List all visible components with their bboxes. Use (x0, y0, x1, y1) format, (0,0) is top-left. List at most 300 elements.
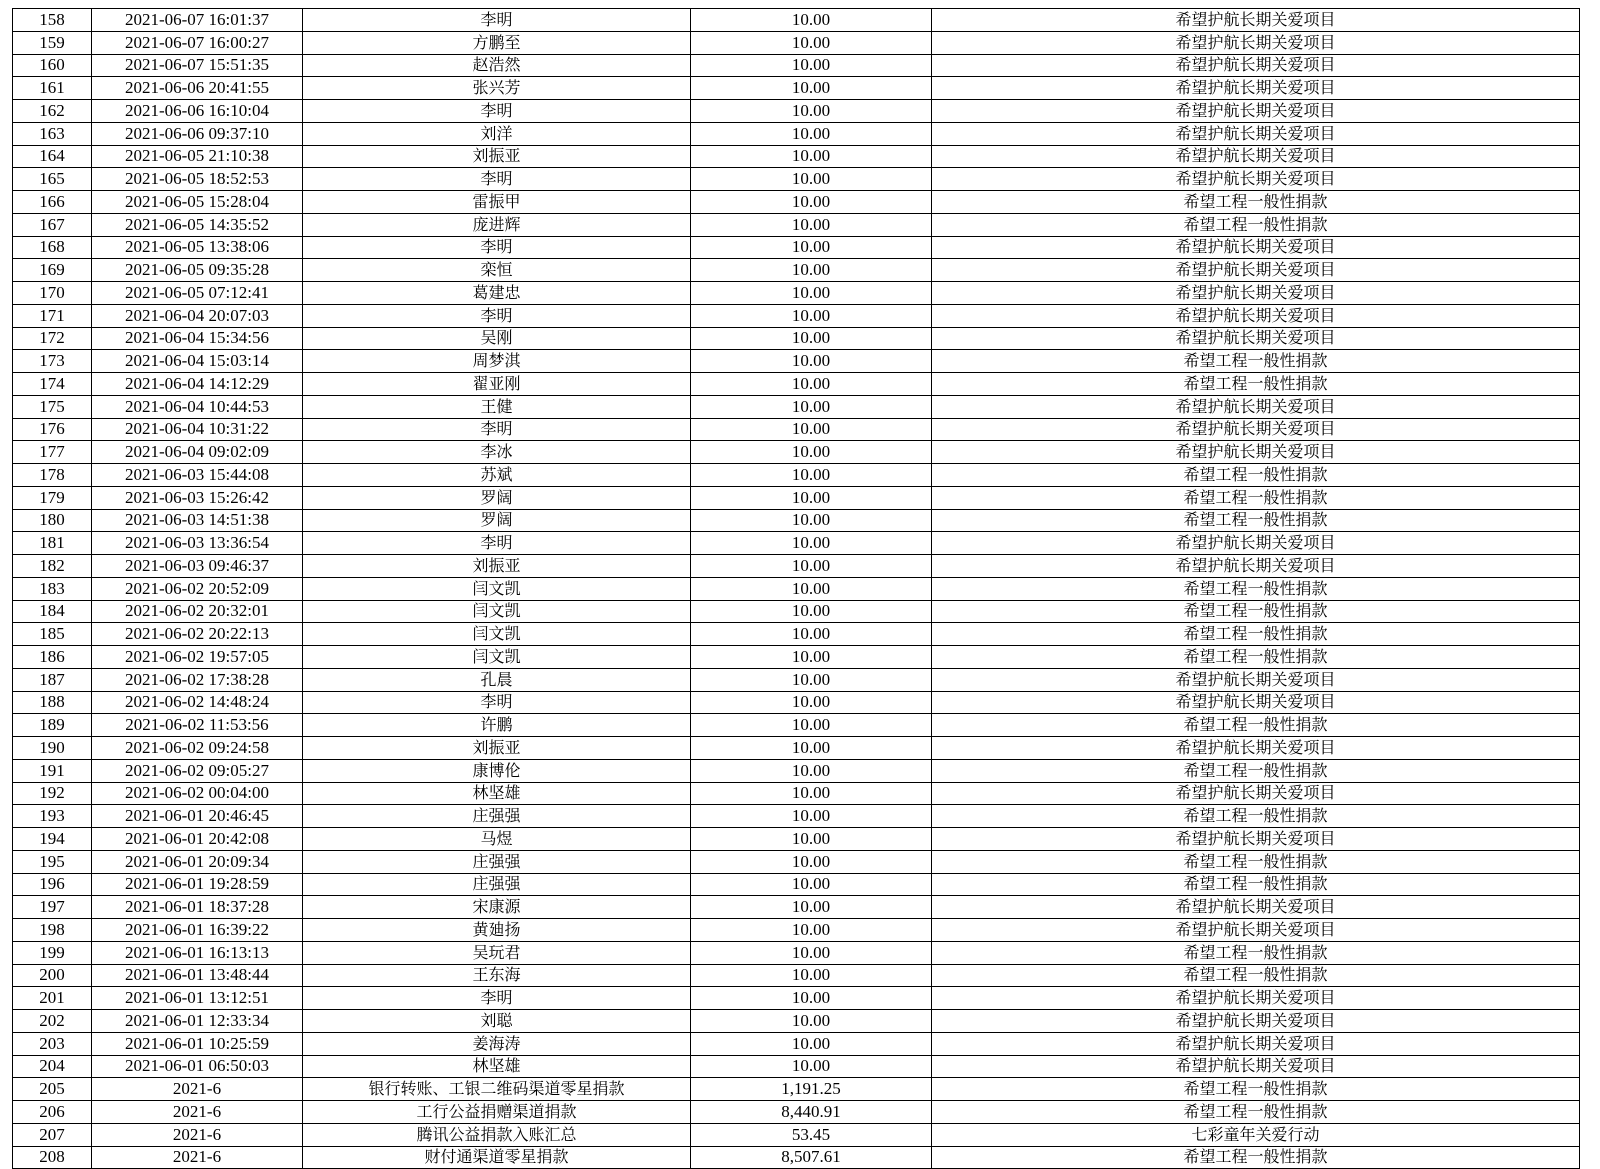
donor-name-cell: 王健 (303, 395, 691, 418)
donor-name-cell: 赵浩然 (303, 54, 691, 77)
row-number-cell: 167 (13, 213, 92, 236)
project-cell: 希望护航长期关爱项目 (932, 896, 1580, 919)
amount-cell: 10.00 (691, 805, 932, 828)
donation-time-cell: 2021-06-06 16:10:04 (92, 100, 303, 123)
row-number-cell: 191 (13, 759, 92, 782)
project-cell: 希望护航长期关爱项目 (932, 441, 1580, 464)
table-row (13, 100, 1580, 123)
donation-table-body (13, 9, 1580, 1169)
donor-name-cell: 周梦淇 (303, 350, 691, 373)
donor-name-cell: 王东海 (303, 964, 691, 987)
row-number-cell: 173 (13, 350, 92, 373)
amount-cell: 10.00 (691, 782, 932, 805)
amount-cell: 10.00 (691, 418, 932, 441)
project-cell: 希望护航长期关爱项目 (932, 782, 1580, 805)
amount-cell: 10.00 (691, 1010, 932, 1033)
donation-time-cell: 2021-06-05 09:35:28 (92, 259, 303, 282)
donor-name-cell: 吴刚 (303, 327, 691, 350)
row-number-cell: 187 (13, 668, 92, 691)
row-number-cell: 172 (13, 327, 92, 350)
project-cell: 希望工程一般性捐款 (932, 373, 1580, 396)
row-number-cell: 183 (13, 577, 92, 600)
donation-time-cell: 2021-06-02 17:38:28 (92, 668, 303, 691)
row-number-cell: 169 (13, 259, 92, 282)
table-row (13, 555, 1580, 578)
donor-name-cell: 李明 (303, 236, 691, 259)
donation-time-cell: 2021-06-01 13:48:44 (92, 964, 303, 987)
project-cell: 希望护航长期关爱项目 (932, 668, 1580, 691)
donor-name-cell: 李冰 (303, 441, 691, 464)
amount-cell: 10.00 (691, 350, 932, 373)
amount-cell: 10.00 (691, 691, 932, 714)
table-row (13, 919, 1580, 942)
table-row (13, 873, 1580, 896)
row-number-cell: 197 (13, 896, 92, 919)
project-cell: 希望工程一般性捐款 (932, 486, 1580, 509)
donation-time-cell: 2021-06-06 20:41:55 (92, 77, 303, 100)
row-number-cell: 170 (13, 282, 92, 305)
table-row (13, 168, 1580, 191)
donation-time-cell: 2021-06-01 16:13:13 (92, 941, 303, 964)
donor-name-cell: 闫文凯 (303, 623, 691, 646)
donor-name-cell: 闫文凯 (303, 646, 691, 669)
row-number-cell: 158 (13, 9, 92, 32)
donor-name-cell: 工行公益捐赠渠道捐款 (303, 1101, 691, 1124)
donation-time-cell: 2021-06-02 19:57:05 (92, 646, 303, 669)
table-row (13, 600, 1580, 623)
amount-cell: 10.00 (691, 282, 932, 305)
donor-name-cell: 张兴芳 (303, 77, 691, 100)
donation-time-cell: 2021-06-05 13:38:06 (92, 236, 303, 259)
row-number-cell: 207 (13, 1123, 92, 1146)
project-cell: 希望工程一般性捐款 (932, 873, 1580, 896)
project-cell: 希望护航长期关爱项目 (932, 145, 1580, 168)
table-row (13, 623, 1580, 646)
amount-cell: 10.00 (691, 464, 932, 487)
table-row (13, 77, 1580, 100)
amount-cell: 10.00 (691, 1032, 932, 1055)
donor-name-cell: 苏斌 (303, 464, 691, 487)
row-number-cell: 194 (13, 828, 92, 851)
table-row (13, 441, 1580, 464)
row-number-cell: 168 (13, 236, 92, 259)
amount-cell: 10.00 (691, 1055, 932, 1078)
project-cell: 希望工程一般性捐款 (932, 509, 1580, 532)
donor-name-cell: 李明 (303, 9, 691, 32)
donation-time-cell: 2021-06-01 12:33:34 (92, 1010, 303, 1033)
donor-name-cell: 刘振亚 (303, 737, 691, 760)
project-cell: 希望护航长期关爱项目 (932, 828, 1580, 851)
project-cell: 七彩童年关爱行动 (932, 1123, 1580, 1146)
table-row (13, 145, 1580, 168)
table-row (13, 373, 1580, 396)
donation-table (12, 8, 1580, 1169)
table-row (13, 1146, 1580, 1169)
donation-time-cell: 2021-06-01 20:42:08 (92, 828, 303, 851)
table-row (13, 1055, 1580, 1078)
donation-time-cell: 2021-06-01 18:37:28 (92, 896, 303, 919)
project-cell: 希望工程一般性捐款 (932, 191, 1580, 214)
project-cell: 希望护航长期关爱项目 (932, 691, 1580, 714)
donor-name-cell: 李明 (303, 691, 691, 714)
amount-cell: 10.00 (691, 873, 932, 896)
project-cell: 希望工程一般性捐款 (932, 623, 1580, 646)
table-row (13, 1032, 1580, 1055)
donation-time-cell: 2021-06-05 14:35:52 (92, 213, 303, 236)
project-cell: 希望工程一般性捐款 (932, 850, 1580, 873)
project-cell: 希望工程一般性捐款 (932, 464, 1580, 487)
donation-time-cell: 2021-06-05 15:28:04 (92, 191, 303, 214)
donation-time-cell: 2021-06-04 15:34:56 (92, 327, 303, 350)
row-number-cell: 161 (13, 77, 92, 100)
donor-name-cell: 翟亚刚 (303, 373, 691, 396)
table-row (13, 850, 1580, 873)
donation-time-cell: 2021-06-07 16:01:37 (92, 9, 303, 32)
table-row (13, 1123, 1580, 1146)
donor-name-cell: 罗阔 (303, 486, 691, 509)
row-number-cell: 175 (13, 395, 92, 418)
project-cell: 希望工程一般性捐款 (932, 213, 1580, 236)
row-number-cell: 160 (13, 54, 92, 77)
amount-cell: 10.00 (691, 9, 932, 32)
table-row (13, 714, 1580, 737)
table-row (13, 1010, 1580, 1033)
donor-name-cell: 黄廸扬 (303, 919, 691, 942)
row-number-cell: 190 (13, 737, 92, 760)
donor-name-cell: 宋康源 (303, 896, 691, 919)
project-cell: 希望工程一般性捐款 (932, 577, 1580, 600)
row-number-cell: 182 (13, 555, 92, 578)
row-number-cell: 163 (13, 122, 92, 145)
donation-time-cell: 2021-06-03 09:46:37 (92, 555, 303, 578)
donation-time-cell: 2021-6 (92, 1123, 303, 1146)
amount-cell: 10.00 (691, 54, 932, 77)
table-row (13, 259, 1580, 282)
amount-cell: 10.00 (691, 600, 932, 623)
donor-name-cell: 李明 (303, 168, 691, 191)
project-cell: 希望工程一般性捐款 (932, 759, 1580, 782)
row-number-cell: 181 (13, 532, 92, 555)
amount-cell: 10.00 (691, 373, 932, 396)
donation-time-cell: 2021-06-07 16:00:27 (92, 31, 303, 54)
project-cell: 希望护航长期关爱项目 (932, 395, 1580, 418)
row-number-cell: 185 (13, 623, 92, 646)
donation-time-cell: 2021-06-02 20:52:09 (92, 577, 303, 600)
donor-name-cell: 雷振甲 (303, 191, 691, 214)
project-cell: 希望工程一般性捐款 (932, 350, 1580, 373)
project-cell: 希望护航长期关爱项目 (932, 77, 1580, 100)
row-number-cell: 186 (13, 646, 92, 669)
donor-name-cell: 吴玩君 (303, 941, 691, 964)
amount-cell: 10.00 (691, 441, 932, 464)
table-row (13, 327, 1580, 350)
row-number-cell: 174 (13, 373, 92, 396)
amount-cell: 10.00 (691, 168, 932, 191)
donation-time-cell: 2021-06-01 19:28:59 (92, 873, 303, 896)
row-number-cell: 189 (13, 714, 92, 737)
table-row (13, 418, 1580, 441)
project-cell: 希望工程一般性捐款 (932, 600, 1580, 623)
donation-time-cell: 2021-6 (92, 1101, 303, 1124)
amount-cell: 10.00 (691, 509, 932, 532)
project-cell: 希望护航长期关爱项目 (932, 987, 1580, 1010)
table-row (13, 9, 1580, 32)
project-cell: 希望工程一般性捐款 (932, 1101, 1580, 1124)
project-cell: 希望护航长期关爱项目 (932, 54, 1580, 77)
row-number-cell: 205 (13, 1078, 92, 1101)
table-row (13, 31, 1580, 54)
project-cell: 希望护航长期关爱项目 (932, 737, 1580, 760)
amount-cell: 10.00 (691, 737, 932, 760)
donation-time-cell: 2021-06-01 13:12:51 (92, 987, 303, 1010)
project-cell: 希望护航长期关爱项目 (932, 9, 1580, 32)
donor-name-cell: 刘振亚 (303, 145, 691, 168)
table-row (13, 464, 1580, 487)
donation-time-cell: 2021-06-01 20:09:34 (92, 850, 303, 873)
table-row (13, 782, 1580, 805)
table-row (13, 646, 1580, 669)
table-row (13, 509, 1580, 532)
donor-name-cell: 庄强强 (303, 873, 691, 896)
donor-name-cell: 刘洋 (303, 122, 691, 145)
amount-cell: 10.00 (691, 259, 932, 282)
row-number-cell: 201 (13, 987, 92, 1010)
donor-name-cell: 许鹏 (303, 714, 691, 737)
row-number-cell: 188 (13, 691, 92, 714)
project-cell: 希望护航长期关爱项目 (932, 1032, 1580, 1055)
donor-name-cell: 庄强强 (303, 805, 691, 828)
project-cell: 希望护航长期关爱项目 (932, 100, 1580, 123)
donor-name-cell: 庄强强 (303, 850, 691, 873)
row-number-cell: 204 (13, 1055, 92, 1078)
row-number-cell: 164 (13, 145, 92, 168)
donation-time-cell: 2021-06-06 09:37:10 (92, 122, 303, 145)
donor-name-cell: 马煜 (303, 828, 691, 851)
project-cell: 希望护航长期关爱项目 (932, 282, 1580, 305)
amount-cell: 10.00 (691, 941, 932, 964)
row-number-cell: 176 (13, 418, 92, 441)
row-number-cell: 202 (13, 1010, 92, 1033)
amount-cell: 10.00 (691, 987, 932, 1010)
table-row (13, 1078, 1580, 1101)
table-row (13, 395, 1580, 418)
row-number-cell: 165 (13, 168, 92, 191)
row-number-cell: 179 (13, 486, 92, 509)
donation-time-cell: 2021-06-04 15:03:14 (92, 350, 303, 373)
donor-name-cell: 孔晨 (303, 668, 691, 691)
donor-name-cell: 腾讯公益捐款入账汇总 (303, 1123, 691, 1146)
amount-cell: 10.00 (691, 714, 932, 737)
project-cell: 希望工程一般性捐款 (932, 964, 1580, 987)
amount-cell: 10.00 (691, 327, 932, 350)
donor-name-cell: 李明 (303, 100, 691, 123)
table-row (13, 532, 1580, 555)
table-row (13, 964, 1580, 987)
table-row (13, 577, 1580, 600)
project-cell: 希望护航长期关爱项目 (932, 555, 1580, 578)
amount-cell: 10.00 (691, 100, 932, 123)
donor-name-cell: 闫文凯 (303, 577, 691, 600)
amount-cell: 10.00 (691, 304, 932, 327)
amount-cell: 10.00 (691, 555, 932, 578)
project-cell: 希望护航长期关爱项目 (932, 168, 1580, 191)
project-cell: 希望护航长期关爱项目 (932, 327, 1580, 350)
donation-time-cell: 2021-6 (92, 1146, 303, 1169)
donor-name-cell: 李明 (303, 532, 691, 555)
donation-time-cell: 2021-06-05 07:12:41 (92, 282, 303, 305)
amount-cell: 10.00 (691, 759, 932, 782)
table-row (13, 691, 1580, 714)
donation-time-cell: 2021-06-05 18:52:53 (92, 168, 303, 191)
donation-time-cell: 2021-06-07 15:51:35 (92, 54, 303, 77)
project-cell: 希望护航长期关爱项目 (932, 418, 1580, 441)
project-cell: 希望工程一般性捐款 (932, 941, 1580, 964)
project-cell: 希望工程一般性捐款 (932, 1078, 1580, 1101)
table-row (13, 304, 1580, 327)
donor-name-cell: 栾恒 (303, 259, 691, 282)
donation-time-cell: 2021-06-04 10:44:53 (92, 395, 303, 418)
table-row (13, 1101, 1580, 1124)
amount-cell: 10.00 (691, 850, 932, 873)
table-row (13, 213, 1580, 236)
donor-name-cell: 姜海涛 (303, 1032, 691, 1055)
row-number-cell: 159 (13, 31, 92, 54)
amount-cell: 10.00 (691, 919, 932, 942)
donation-time-cell: 2021-06-02 14:48:24 (92, 691, 303, 714)
table-row (13, 896, 1580, 919)
donor-name-cell: 财付通渠道零星捐款 (303, 1146, 691, 1169)
donation-time-cell: 2021-06-03 14:51:38 (92, 509, 303, 532)
amount-cell: 10.00 (691, 668, 932, 691)
table-row (13, 805, 1580, 828)
donation-time-cell: 2021-06-01 10:25:59 (92, 1032, 303, 1055)
row-number-cell: 166 (13, 191, 92, 214)
table-row (13, 350, 1580, 373)
table-row (13, 191, 1580, 214)
table-row (13, 828, 1580, 851)
amount-cell: 10.00 (691, 964, 932, 987)
donation-time-cell: 2021-06-03 15:26:42 (92, 486, 303, 509)
donation-time-cell: 2021-6 (92, 1078, 303, 1101)
amount-cell: 10.00 (691, 486, 932, 509)
project-cell: 希望工程一般性捐款 (932, 805, 1580, 828)
row-number-cell: 178 (13, 464, 92, 487)
donor-name-cell: 李明 (303, 418, 691, 441)
donor-name-cell: 林坚雄 (303, 1055, 691, 1078)
donation-time-cell: 2021-06-03 13:36:54 (92, 532, 303, 555)
amount-cell: 8,507.61 (691, 1146, 932, 1169)
project-cell: 希望护航长期关爱项目 (932, 532, 1580, 555)
donation-time-cell: 2021-06-02 00:04:00 (92, 782, 303, 805)
amount-cell: 10.00 (691, 31, 932, 54)
donor-name-cell: 刘聪 (303, 1010, 691, 1033)
row-number-cell: 208 (13, 1146, 92, 1169)
donation-time-cell: 2021-06-02 11:53:56 (92, 714, 303, 737)
row-number-cell: 195 (13, 850, 92, 873)
row-number-cell: 180 (13, 509, 92, 532)
amount-cell: 10.00 (691, 213, 932, 236)
project-cell: 希望护航长期关爱项目 (932, 304, 1580, 327)
donor-name-cell: 葛建忠 (303, 282, 691, 305)
row-number-cell: 171 (13, 304, 92, 327)
amount-cell: 10.00 (691, 191, 932, 214)
table-row (13, 486, 1580, 509)
project-cell: 希望护航长期关爱项目 (932, 1010, 1580, 1033)
donor-name-cell: 康博伦 (303, 759, 691, 782)
table-row (13, 941, 1580, 964)
project-cell: 希望护航长期关爱项目 (932, 259, 1580, 282)
project-cell: 希望工程一般性捐款 (932, 1146, 1580, 1169)
amount-cell: 10.00 (691, 122, 932, 145)
donation-time-cell: 2021-06-04 10:31:22 (92, 418, 303, 441)
table-row (13, 759, 1580, 782)
donation-time-cell: 2021-06-05 21:10:38 (92, 145, 303, 168)
row-number-cell: 200 (13, 964, 92, 987)
donor-name-cell: 罗阔 (303, 509, 691, 532)
row-number-cell: 203 (13, 1032, 92, 1055)
row-number-cell: 193 (13, 805, 92, 828)
amount-cell: 10.00 (691, 395, 932, 418)
amount-cell: 10.00 (691, 532, 932, 555)
donor-name-cell: 方鹏至 (303, 31, 691, 54)
row-number-cell: 184 (13, 600, 92, 623)
row-number-cell: 177 (13, 441, 92, 464)
project-cell: 希望护航长期关爱项目 (932, 122, 1580, 145)
donor-name-cell: 李明 (303, 304, 691, 327)
table-row (13, 54, 1580, 77)
donor-name-cell: 银行转账、工银二维码渠道零星捐款 (303, 1078, 691, 1101)
amount-cell: 10.00 (691, 828, 932, 851)
donation-time-cell: 2021-06-02 09:24:58 (92, 737, 303, 760)
row-number-cell: 192 (13, 782, 92, 805)
project-cell: 希望工程一般性捐款 (932, 714, 1580, 737)
donation-time-cell: 2021-06-04 09:02:09 (92, 441, 303, 464)
amount-cell: 1,191.25 (691, 1078, 932, 1101)
donor-name-cell: 李明 (303, 987, 691, 1010)
donation-time-cell: 2021-06-01 16:39:22 (92, 919, 303, 942)
donor-name-cell: 刘振亚 (303, 555, 691, 578)
donation-time-cell: 2021-06-03 15:44:08 (92, 464, 303, 487)
amount-cell: 10.00 (691, 77, 932, 100)
table-row (13, 236, 1580, 259)
row-number-cell: 199 (13, 941, 92, 964)
amount-cell: 10.00 (691, 646, 932, 669)
amount-cell: 8,440.91 (691, 1101, 932, 1124)
row-number-cell: 206 (13, 1101, 92, 1124)
table-row (13, 122, 1580, 145)
donor-name-cell: 林坚雄 (303, 782, 691, 805)
table-row (13, 282, 1580, 305)
donation-time-cell: 2021-06-04 20:07:03 (92, 304, 303, 327)
project-cell: 希望护航长期关爱项目 (932, 236, 1580, 259)
donor-name-cell: 闫文凯 (303, 600, 691, 623)
row-number-cell: 162 (13, 100, 92, 123)
donation-time-cell: 2021-06-02 20:32:01 (92, 600, 303, 623)
donation-time-cell: 2021-06-04 14:12:29 (92, 373, 303, 396)
table-row (13, 987, 1580, 1010)
project-cell: 希望护航长期关爱项目 (932, 31, 1580, 54)
project-cell: 希望护航长期关爱项目 (932, 1055, 1580, 1078)
amount-cell: 10.00 (691, 577, 932, 600)
amount-cell: 10.00 (691, 896, 932, 919)
donation-time-cell: 2021-06-02 09:05:27 (92, 759, 303, 782)
donation-time-cell: 2021-06-01 06:50:03 (92, 1055, 303, 1078)
amount-cell: 53.45 (691, 1123, 932, 1146)
donation-time-cell: 2021-06-01 20:46:45 (92, 805, 303, 828)
amount-cell: 10.00 (691, 623, 932, 646)
amount-cell: 10.00 (691, 145, 932, 168)
donation-time-cell: 2021-06-02 20:22:13 (92, 623, 303, 646)
